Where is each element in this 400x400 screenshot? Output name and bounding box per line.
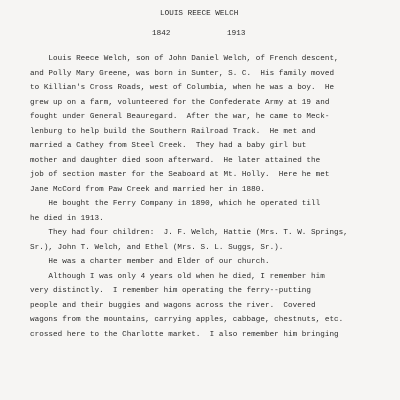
text-line: He was a charter member and Elder of our church. xyxy=(30,258,270,266)
text-line: grew up on a farm, volunteered for the Confederate Army at 19 and xyxy=(30,98,330,107)
text-line: crossed here to the Charlotte market. I also remember him bringing xyxy=(30,330,339,339)
text-line: fought under General Beauregard. After the war, he came to Meck- xyxy=(30,113,330,121)
text-line: mother and daughter died soon afterward. He later attained the xyxy=(30,156,321,165)
text-line: to Killian's Cross Roads, west of Columbia, when he was a boy. He xyxy=(30,84,335,92)
text-line: married a Cathey from Steel Creek. They had a baby girl but xyxy=(30,142,307,150)
text-line: Jane McCord from Paw Creek and married her in 1880. xyxy=(30,185,265,194)
text-line: wagons from the mountains, carrying apples, cabbage, chestnuts, etc. xyxy=(30,316,344,324)
document-body xyxy=(30,52,396,342)
text-line: he died in 1913. xyxy=(30,214,104,223)
text-line: Louis Reece Welch, son of John Daniel Welch, of French descent, xyxy=(30,55,339,63)
birth-year: 1842 xyxy=(152,30,171,38)
text-line: He bought the Ferry Company in 1890, which he operated till xyxy=(30,200,321,208)
document-title: LOUIS REECE WELCH xyxy=(160,10,239,18)
text-line: They had four children: J. F. Welch, Hattie (Mrs. T. W. Springs, xyxy=(30,229,348,237)
death-year: 1913 xyxy=(227,30,246,38)
text-line: very distinctly. I remember him operating the ferry--putting xyxy=(30,287,312,295)
text-line: people and their buggies and wagons across the river. Covered xyxy=(30,301,316,310)
text-line: lenburg to help build the Southern Railroad Track. He met and xyxy=(30,127,316,136)
text-line: job of section master for the Seaboard at Mt. Holly. Here he met xyxy=(30,171,330,179)
text-line: Sr.), John T. Welch, and Ethel (Mrs. S. L. Suggs, Sr.). xyxy=(30,243,284,252)
text-line: Although I was only 4 years old when he died, I remember him xyxy=(30,272,325,281)
text-line: and Polly Mary Greene, was born in Sumter, S. C. His family moved xyxy=(30,69,335,78)
